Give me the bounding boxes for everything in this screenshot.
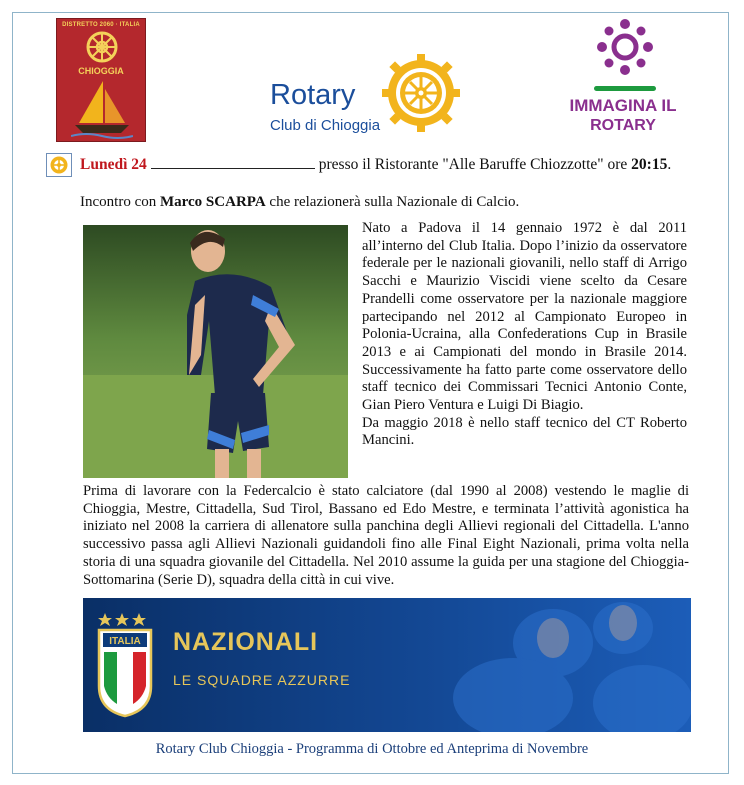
small-rotary-icon <box>46 153 72 177</box>
career-paragraph: Prima di lavorare con la Federcalcio è stato calciatore (dal 1990 al 2008) vestendo le maglie di Chioggia, Mestre, Cittadella, Sud Tirol, Bassano ed Edo Mestre, e terminata l’attività agonistica ha iniziato nel 2008 la carriera di allenatore sulla panchina degli Allievi regionali del Cittadella. L'anno successivo passa agli Allievi Nazionali guidandoli fino alle Final Eight Nazionali, prima volta nella storia di una squadra giovanile del Cittadella. Nel 2010 assume la guida per una stagione del Chioggia-Sottomarina (Serie D), squadra della città in cui vive. <box>83 483 689 588</box>
club-subtitle: Club di Chioggia <box>270 117 381 134</box>
event-day: Lunedì 24 <box>80 156 147 173</box>
intro-line <box>80 194 519 211</box>
district-city: CHIOGGIA <box>78 66 124 76</box>
bio-paragraph-2: Da maggio 2018 è nello staff tecnico del CT Roberto Mancini. <box>362 414 687 449</box>
immagina-rotary-logo <box>548 97 698 134</box>
banner-title: NAZIONALI <box>173 628 319 656</box>
immagina-line2: ROTARY <box>590 117 656 134</box>
event-blank-line <box>151 156 315 169</box>
district-wheel-icon <box>86 31 118 63</box>
crest-text: ITALIA <box>109 636 141 647</box>
district-title: DISTRETTO 2060 · ITALIA <box>62 22 140 28</box>
footer-text: Rotary Club Chioggia - Programma di Ottobre ed Anteprima di Novembre <box>155 741 589 757</box>
event-place: presso il Ristorante "Alle Baruffe Chiozzotte" ore <box>318 156 628 173</box>
district-logo <box>56 18 146 142</box>
immagina-rotary-icon <box>596 18 654 76</box>
event-line <box>46 153 736 177</box>
event-end: . <box>667 156 672 173</box>
speaker-bio <box>362 220 687 450</box>
nazionali-banner <box>83 598 691 732</box>
immagina-line1: IMMAGINA IL <box>569 96 677 115</box>
rotary-title: Rotary <box>270 79 356 111</box>
bio-paragraph-1: Nato a Padova il 14 gennaio 1972 è dal 2011 all’interno del Club Italia. Dopo l’inizio da osservatore federale per le nazionali giovanili, nello staff di Arrigo Sacchi e Maurizio Viscidi viene scelto da Cesare Prandelli come osservatore per la nazionale maggiore partecipando nel 2012 al Campionato Europeo in Polonia-Ucraina, alla Confederations Cup in Brasile 2013 e ai Campionati del mondo in Brasile 2014. Successivamente ha fatto parte come osservatore dello staff tecnico dei Commissari Tecnici Antonio Conte, Gian Piero Ventura e Luigi Di Biagio. <box>362 220 687 414</box>
banner-subtitle: LE SQUADRE AZZURRE <box>173 672 351 688</box>
intro-after: che relazionerà sulla Nazionale di Calcio. <box>269 194 520 210</box>
sailboat-icon <box>71 79 133 139</box>
immagina-green-bar <box>594 86 656 91</box>
intro-before: Incontro con <box>80 194 157 210</box>
event-text <box>80 156 671 174</box>
speaker-photo <box>83 225 348 478</box>
speaker-name: Marco SCARPA <box>159 194 266 210</box>
rotary-international-logo-icon <box>382 54 460 132</box>
event-time: 20:15 <box>631 156 668 173</box>
italia-crest-icon <box>95 612 155 718</box>
